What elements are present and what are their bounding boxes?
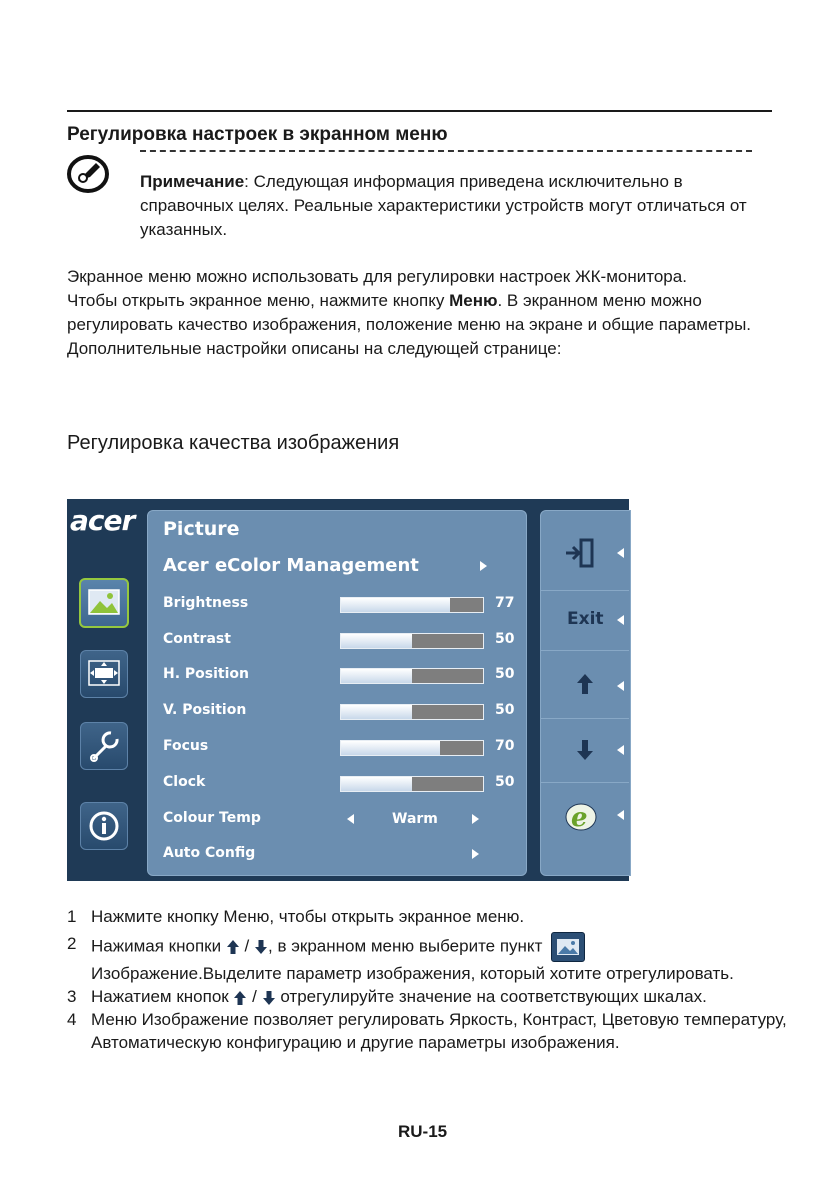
sub-heading: Регулировка качества изображения — [67, 432, 400, 454]
note-body: : Следующая информация приведена исключительно в справочных целях. Реальные характеристики устройств могут отличаться от указанных. — [140, 172, 747, 239]
acer-ecolor-item[interactable]: Acer eColor Management — [163, 555, 419, 576]
osd-position-tab[interactable] — [80, 650, 128, 698]
auto-config-label[interactable]: Auto Config — [163, 845, 256, 861]
top-rule — [67, 110, 772, 112]
step-text: / — [239, 936, 254, 956]
up-arrow-icon[interactable] — [576, 673, 594, 700]
acer-ecolor-arrow-icon — [480, 561, 487, 571]
step-text: , в экранном меню выберите пункт — [268, 936, 548, 956]
colour-temp-right-icon[interactable] — [472, 814, 479, 824]
step-number: 2 — [67, 934, 77, 953]
slider-fill — [341, 634, 412, 648]
slider-fill — [341, 669, 412, 683]
step-number: 1 — [67, 907, 77, 926]
up-arrow-icon — [226, 939, 240, 955]
step-3 — [67, 985, 787, 1008]
slider-fill — [341, 777, 412, 791]
step-text: Нажимая кнопки — [91, 936, 226, 956]
step-text: Меню Изображение позволяет регулировать Яркость, Контраст, Цветовую температуру, Автоматическую конфигурацию и другие параметры изображения. — [91, 1010, 787, 1052]
guide-arrow-icon — [617, 615, 624, 625]
step-text: Изображение.Выделите параметр изображения, который хотите отрегулировать. — [91, 964, 734, 983]
step-number: 4 — [67, 1010, 77, 1029]
picture-icon — [551, 932, 585, 962]
exit-button[interactable]: Exit — [567, 609, 604, 629]
setting-value: 50 — [495, 702, 515, 718]
setting-label[interactable]: V. Position — [163, 702, 247, 718]
guide-separator — [540, 718, 629, 719]
information-tab[interactable] — [80, 802, 128, 850]
down-arrow-icon — [262, 990, 276, 1006]
slider-fill — [341, 741, 440, 755]
down-arrow-icon[interactable] — [576, 739, 594, 766]
up-arrow-icon — [233, 990, 247, 1006]
menu-word: Меню — [449, 291, 498, 310]
guide-arrow-icon — [617, 681, 624, 691]
setting-label[interactable]: Clock — [163, 774, 206, 790]
step-2 — [67, 932, 787, 985]
wrench-icon — [81, 723, 127, 769]
down-arrow-icon — [254, 939, 268, 955]
enter-icon[interactable] — [563, 537, 599, 574]
auto-config-arrow-icon — [472, 849, 479, 859]
setting-slider[interactable] — [340, 776, 484, 792]
guide-separator — [540, 590, 629, 591]
setting-label[interactable]: Contrast — [163, 631, 231, 647]
picture-icon — [81, 580, 127, 626]
section-title: Регулировка настроек в экранном меню — [67, 124, 448, 145]
instruction-steps — [67, 905, 787, 1054]
step-number: 3 — [67, 987, 77, 1006]
page-number: RU-15 — [398, 1122, 448, 1141]
position-icon — [81, 651, 127, 697]
svg-text:e: e — [571, 803, 588, 832]
guide-arrow-icon — [617, 810, 624, 820]
setting-value: 77 — [495, 595, 515, 611]
setting-slider[interactable] — [340, 740, 484, 756]
note-icon — [66, 154, 114, 194]
setting-label[interactable]: Focus — [163, 738, 209, 754]
setting-value: 70 — [495, 738, 515, 754]
setting-slider[interactable] — [340, 633, 484, 649]
info-icon — [81, 803, 127, 849]
setting-value: 50 — [495, 631, 515, 647]
step-4 — [67, 1008, 787, 1054]
setting-label[interactable]: H. Position — [163, 666, 249, 682]
intro-p2-b: . В экранном меню можно регулировать качество изображения, положение меню на экране и общие параметры. Дополнительные настройки описаны на следующей странице: — [67, 291, 752, 358]
guide-arrow-icon — [617, 745, 624, 755]
colour-temp-label[interactable]: Colour Temp — [163, 810, 261, 826]
slider-fill — [341, 598, 450, 612]
step-text: Нажатием кнопок — [91, 987, 234, 1006]
colour-temp-left-icon[interactable] — [347, 814, 354, 824]
setting-value: 50 — [495, 774, 515, 790]
intro-text — [67, 265, 777, 361]
guide-separator — [540, 650, 629, 651]
setting-slider[interactable] — [340, 704, 484, 720]
colour-temp-value: Warm — [392, 811, 438, 827]
setting-value: 50 — [495, 666, 515, 682]
settings-tab[interactable] — [80, 722, 128, 770]
ecolor-e-icon[interactable] — [564, 802, 600, 837]
step-text: отрегулируйте значение на соответствующих шкалах. — [275, 987, 707, 1006]
picture-menu-title: Picture — [163, 518, 240, 540]
intro-p2 — [67, 289, 777, 361]
setting-slider[interactable] — [340, 597, 484, 613]
slider-fill — [341, 705, 412, 719]
intro-p1: Экранное меню можно использовать для регулировки настроек ЖК-монитора. — [67, 267, 687, 286]
note-text — [140, 170, 775, 242]
intro-p2-a: Чтобы открыть экранное меню, нажмите кнопку — [67, 291, 450, 310]
picture-tab[interactable] — [79, 578, 129, 628]
step-text: / — [247, 987, 262, 1006]
guide-separator — [540, 782, 629, 783]
setting-label[interactable]: Brightness — [163, 595, 249, 611]
guide-arrow-icon — [617, 548, 624, 558]
note-label: Примечание — [140, 172, 245, 191]
note-divider — [140, 150, 752, 152]
setting-slider[interactable] — [340, 668, 484, 684]
acer-logo: acer — [70, 504, 135, 537]
step-1 — [67, 905, 787, 928]
step-text: Нажмите кнопку Меню, чтобы открыть экранное меню. — [91, 907, 525, 926]
